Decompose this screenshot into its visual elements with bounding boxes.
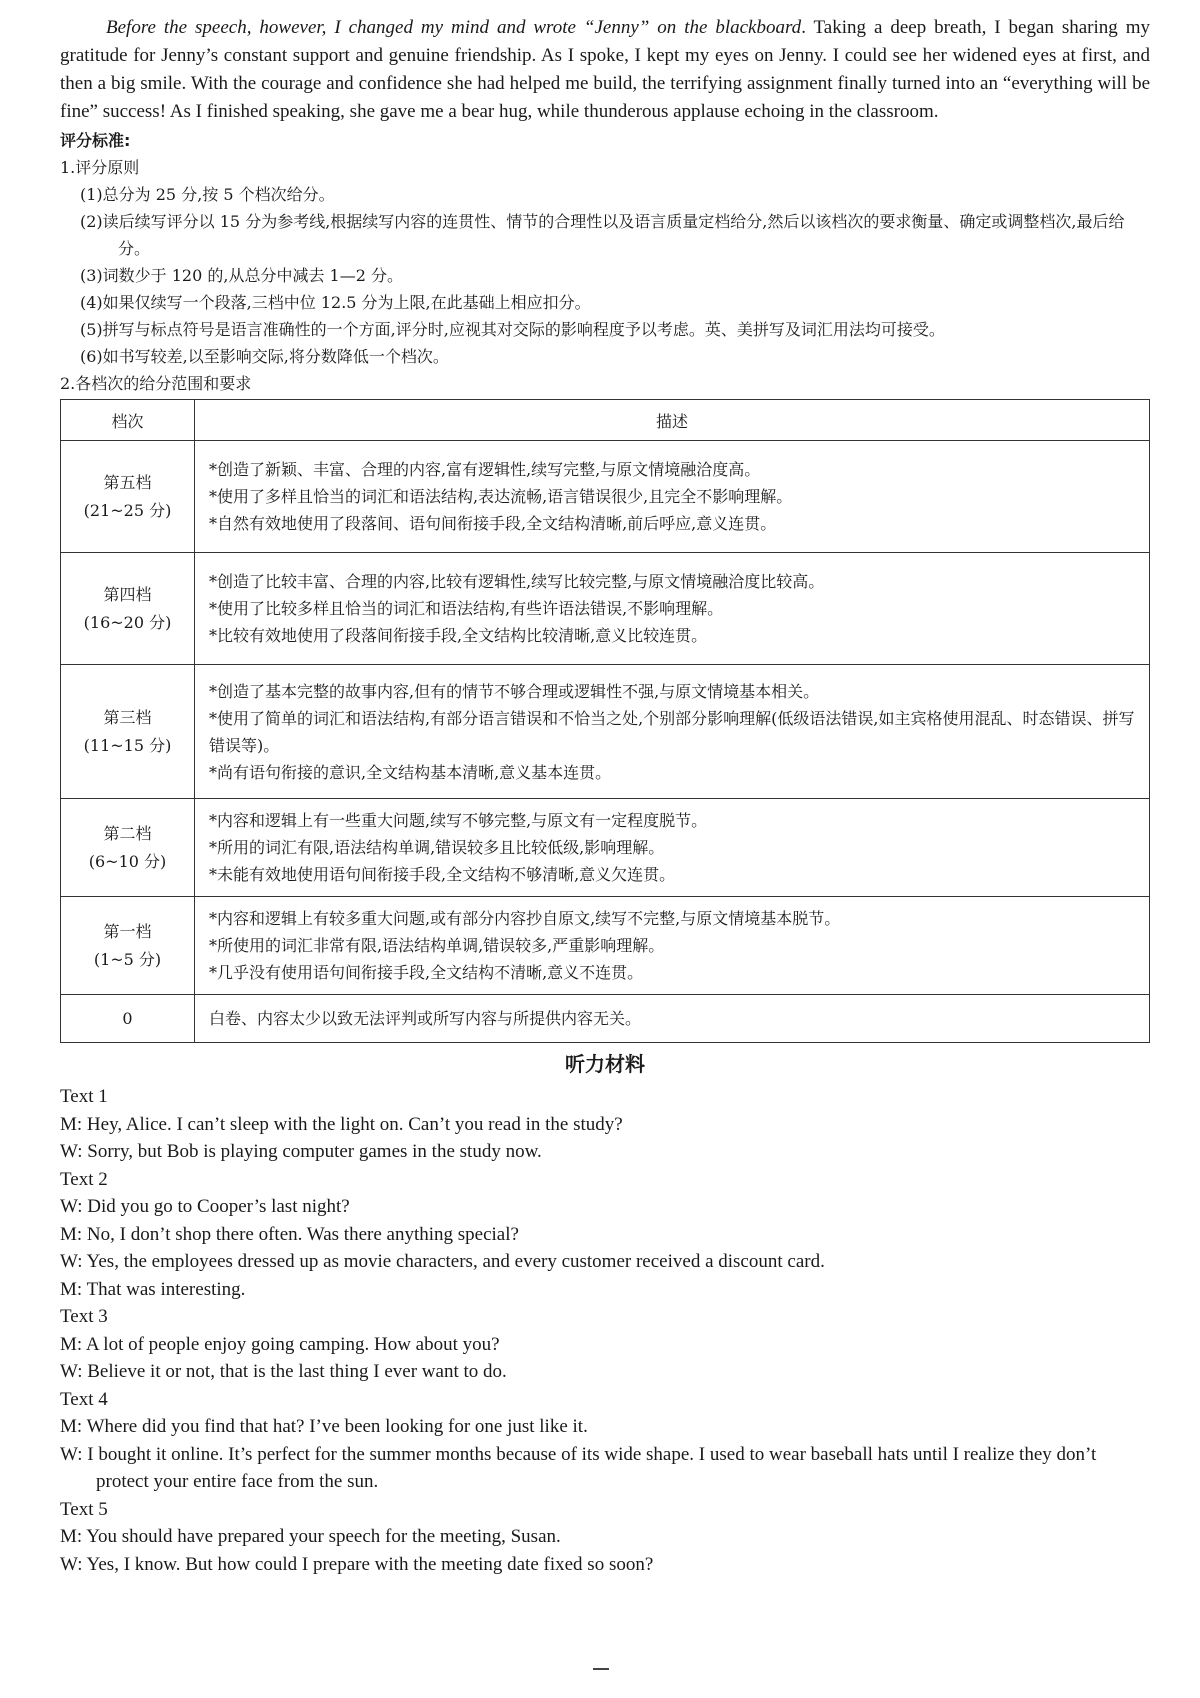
dialogue-line: M: That was interesting. (60, 1278, 246, 1300)
level-cell (61, 665, 195, 799)
story-paragraph (60, 14, 1150, 126)
description-line: *所用的词汇有限,语法结构单调,错误较多且比较低级,影响理解。 (209, 838, 665, 857)
dialogue-line: W: Yes, I know. But how could I prepare with the meeting date fixed so soon? (60, 1553, 654, 1575)
description-cell (195, 897, 1150, 995)
table-row (61, 553, 1150, 665)
dialogue-line: M: You should have prepared your speech for the meeting, Susan. (60, 1526, 561, 1547)
rules-list (60, 181, 1150, 370)
description-cell: 白卷、内容太少以致无法评判或所写内容与所提供内容无关。 (195, 995, 1150, 1043)
level-range: (21~25 分) (83, 500, 172, 520)
text-label: Text 3 (60, 1306, 108, 1327)
table-row (61, 665, 1150, 799)
section2-title: 2.各档次的给分范围和要求 (60, 374, 252, 393)
level-name: 第四档 (103, 584, 152, 604)
text-label: Text 4 (60, 1388, 108, 1410)
document-page (60, 14, 1150, 1578)
level-range: (6~10 分) (88, 851, 167, 871)
description-line: *几乎没有使用语句间衔接手段,全文结构不清晰,意义不连贯。 (209, 963, 644, 982)
rule-item: (1)总分为 25 分,按 5 个档次给分。 (80, 185, 335, 204)
table-row (61, 799, 1150, 897)
story-rest: . Taking a deep breath, I began sharing my gratitude for Jenny’s constant support and genuine friendship. As I spoke, I kept my eyes on Jenny. I could see her widened eyes at first, and then a big smile. With the courage and confidence she had helped me build, the terrifying assignment finally turned into an “everything will be fine” success! As I finished speaking, she gave me a bear hug, while thunderous applause echoing in the classroom. (60, 17, 1151, 122)
text-label: Text 1 (60, 1086, 108, 1107)
description-cell (195, 799, 1150, 897)
description-line: *使用了简单的词汇和语法结构,有部分语言错误和不恰当之处,个别部分影响理解(低级语法错误,如主宾格使用混乱、时态错误、拼写错误等)。 (209, 708, 1135, 755)
header-description: 描述 (195, 400, 1150, 441)
table-header-row (61, 400, 1150, 441)
table-row (61, 441, 1150, 553)
header-level: 档次 (61, 400, 195, 441)
dialogue-line: W: Sorry, but Bob is playing computer games in the study now. (60, 1141, 542, 1162)
dialogue-line: W: I bought it online. It’s perfect for the summer months because of its wide shape. I used to wear baseball hats until I realize they don’t protect your entire face from the sun. (60, 1443, 1097, 1492)
level-name: 第五档 (103, 472, 152, 492)
description-line: *比较有效地使用了段落间衔接手段,全文结构比较清晰,意义比较连贯。 (209, 626, 708, 645)
description-line: *创造了基本完整的故事内容,但有的情节不够合理或逻辑性不强,与原文情境基本相关。 (209, 681, 820, 701)
level-name: 第二档 (103, 823, 152, 843)
page-footer-dash (593, 1668, 609, 1670)
dialogue-line: W: Did you go to Cooper’s last night? (60, 1196, 350, 1217)
dialogue-line: M: Where did you find that hat? I’ve been looking for one just like it. (60, 1416, 588, 1437)
level-cell (61, 799, 195, 897)
story-italic-lead: Before the speech, however, I changed my mind and wrote “Jenny” on the blackboard (106, 17, 802, 38)
dialogue-line: M: Hey, Alice. I can’t sleep with the light on. Can’t you read in the study? (60, 1113, 623, 1135)
rule-item: (5)拼写与标点符号是语言准确性的一个方面,评分时,应视其对交际的影响程度予以考虑。英、美拼写及词汇用法均可接受。 (80, 320, 945, 339)
description-line: *尚有语句衔接的意识,全文结构基本清晰,意义基本连贯。 (209, 762, 612, 782)
description-line: *自然有效地使用了段落间、语句间衔接手段,全文结构清晰,前后呼应,意义连贯。 (209, 514, 777, 533)
description-cell (195, 441, 1150, 553)
dialogue-line: M: A lot of people enjoy going camping. How about you? (60, 1333, 500, 1355)
rule-item: (2)读后续写评分以 15 分为参考线,根据续写内容的连贯性、情节的合理性以及语言质量定档给分,然后以该档次的要求衡量、确定或调整档次,最后给分。 (80, 212, 1125, 258)
description-line: *创造了比较丰富、合理的内容,比较有逻辑性,续写比较完整,与原文情境融洽度比较高。 (209, 572, 825, 591)
level-cell: 0 (61, 995, 195, 1043)
rule-item: (6)如书写较差,以至影响交际,将分数降低一个档次。 (80, 347, 449, 366)
description-line: *内容和逻辑上有较多重大问题,或有部分内容抄自原文,续写不完整,与原文情境基本脱节。 (209, 909, 841, 928)
listening-title: 听力材料 (565, 1052, 645, 1076)
description-line: *未能有效地使用语句间衔接手段,全文结构不够清晰,意义欠连贯。 (209, 865, 676, 884)
level-name: 第一档 (103, 921, 152, 941)
level-range: (1~5 分) (93, 949, 162, 969)
description-line: *使用了多样且恰当的词汇和语法结构,表达流畅,语言错误很少,且完全不影响理解。 (209, 487, 793, 506)
dialogue-line: W: Believe it or not, that is the last thing I ever want to do. (60, 1361, 507, 1382)
rule-item: (3)词数少于 120 的,从总分中减去 1—2 分。 (80, 266, 403, 285)
level-range: (11~15 分) (83, 735, 172, 755)
description-cell (195, 553, 1150, 665)
dialogue-line: M: No, I don’t shop there often. Was there anything special? (60, 1223, 519, 1245)
level-cell (61, 553, 195, 665)
table-row (61, 897, 1150, 995)
rule-item: (4)如果仅续写一个段落,三档中位 12.5 分为上限,在此基础上相应扣分。 (80, 293, 591, 312)
criteria-title: 评分标准: (60, 131, 131, 150)
section1-title: 1.评分原则 (60, 158, 140, 177)
level-cell (61, 897, 195, 995)
text-label: Text 5 (60, 1498, 108, 1520)
listening-transcript (60, 1083, 1150, 1578)
description-cell (195, 665, 1150, 799)
description-line: *使用了比较多样且恰当的词汇和语法结构,有些许语法错误,不影响理解。 (209, 599, 724, 618)
description-line: *创造了新颖、丰富、合理的内容,富有逻辑性,续写完整,与原文情境融洽度高。 (209, 460, 761, 479)
level-name: 第三档 (103, 707, 152, 727)
grading-table (60, 399, 1150, 1043)
level-range: (16~20 分) (83, 612, 172, 632)
description-line: *所使用的词汇非常有限,语法结构单调,错误较多,严重影响理解。 (209, 936, 665, 955)
dialogue-line: W: Yes, the employees dressed up as movie characters, and every customer received a discount card. (60, 1251, 825, 1272)
description-line: *内容和逻辑上有一些重大问题,续写不够完整,与原文有一定程度脱节。 (209, 811, 708, 830)
level-cell (61, 441, 195, 553)
table-row (61, 995, 1150, 1043)
text-label: Text 2 (60, 1168, 108, 1190)
